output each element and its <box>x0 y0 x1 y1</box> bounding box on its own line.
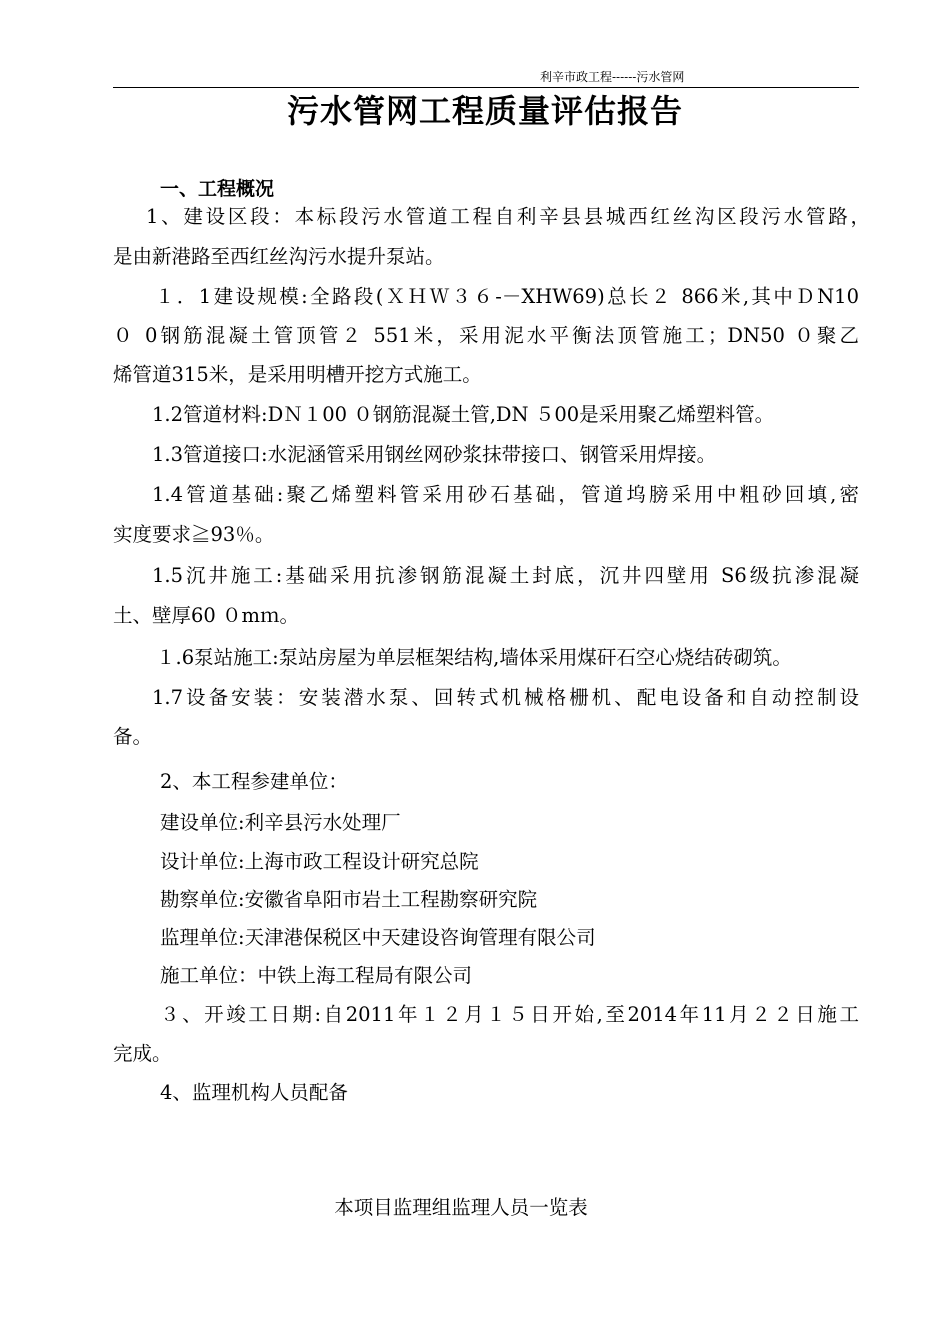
running-header: 利辛市政工程------污水管网 <box>540 70 685 84</box>
paragraph-pipe-foundation: 1.4管道基础:聚乙烯塑料管采用砂石基础，管道坞膀采用中粗砂回填,密 <box>152 483 859 506</box>
table-caption: 本项目监理组监理人员一览表 <box>334 1196 588 1219</box>
section-heading-staffing: 4、监理机构人员配备 <box>160 1081 348 1104</box>
paragraph-scale: １．1建设规模:全路段(ＸＨＷ３６-－XHW69)总长２ 866米,其中ＤN10 <box>155 285 859 308</box>
paragraph-pump-station: １.6泵站施工:泵站房屋为单层框架结构,墙体采用煤矸石空心烧结砖砌筑。 <box>156 646 792 669</box>
paragraph-construction-area-cont: 是由新港路至西红丝沟污水提升泵站。 <box>113 245 445 268</box>
paragraph-scale-cont: ０ 0钢筋混凝土管顶管２ 551米，采用泥水平衡法顶管施工；DN50 ０聚乙 <box>113 324 859 347</box>
document-title: 污水管网工程质量评估报告 <box>286 92 683 130</box>
paragraph-scale-end: 烯管道315米，是采用明槽开挖方式施工。 <box>113 363 482 386</box>
unit-surveyor: 勘察单位:安徽省阜阳市岩土工程勘察研究院 <box>160 888 538 911</box>
paragraph-pipe-material: 1.2管道材料:DＮ１00 ０钢筋混凝土管,DN ５00是采用聚乙烯塑料管。 <box>152 403 775 426</box>
section-heading-overview: 一、工程概况 <box>160 178 275 200</box>
paragraph-caisson: 1.5沉井施工:基础采用抗渗钢筋混凝土封底，沉井四壁用 S6级抗渗混凝 <box>152 564 859 587</box>
section-heading-participants: 2、本工程参建单位： <box>160 770 348 793</box>
paragraph-construction-area: 1、建设区段：本标段污水管道工程自利辛县县城西红丝沟区段污水管路， <box>146 205 870 228</box>
paragraph-pipe-joint: 1.3管道接口:水泥涵管采用钢丝网砂浆抹带接口、钢管采用焊接。 <box>152 443 717 466</box>
paragraph-pipe-foundation-cont: 实度要求≧93％。 <box>113 523 275 546</box>
paragraph-equipment-cont: 备。 <box>113 725 153 748</box>
paragraph-schedule: ３、开竣工日期:自2011年１２月１５日开始,至2014年11月２２日施工 <box>160 1003 859 1026</box>
unit-designer: 设计单位:上海市政工程设计研究总院 <box>160 850 479 873</box>
unit-contractor: 施工单位：中铁上海工程局有限公司 <box>160 964 473 987</box>
unit-supervisor: 监理单位:天津港保税区中天建设咨询管理有限公司 <box>160 926 596 949</box>
paragraph-schedule-cont: 完成。 <box>113 1042 172 1065</box>
paragraph-equipment: 1.7设备安装：安装潜水泵、回转式机械格栅机、配电设备和自动控制设 <box>152 686 859 709</box>
unit-owner: 建设单位:利辛县污水处理厂 <box>160 811 401 834</box>
paragraph-caisson-cont: 土、壁厚60 ０mｍ。 <box>113 604 300 627</box>
